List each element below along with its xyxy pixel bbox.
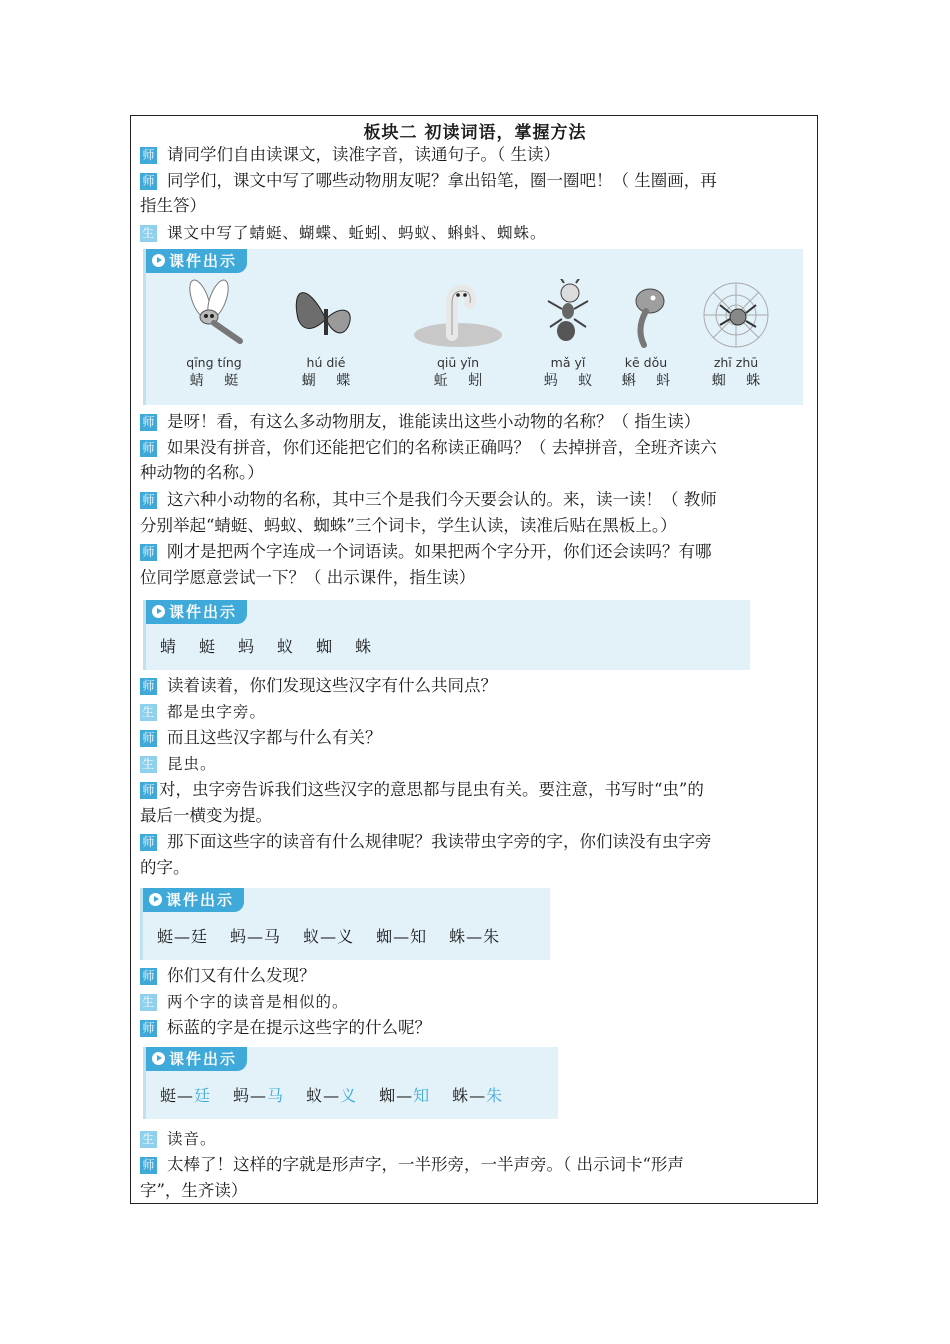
animal-card <box>276 279 376 390</box>
continuation-line: 指生答） <box>140 196 206 215</box>
pinyin-label: kē dǒu <box>624 355 668 370</box>
teacher-badge: 师 <box>140 834 157 851</box>
courseware-panel <box>140 888 550 960</box>
hanzi-label: 蜻 蜓 <box>189 373 247 389</box>
teacher-line: 师 读着读着，你们发现这些汉字有什么共同点？ <box>140 673 810 699</box>
teacher-line: 师 你们又有什么发现？ <box>140 963 810 989</box>
char: 蜘 <box>316 637 334 656</box>
hanzi-label: 蝴 蝶 <box>301 373 359 389</box>
char-pair: 蜓—廷 <box>160 1086 212 1105</box>
teacher-badge: 师 <box>140 730 157 747</box>
char-pair: 蚁—义 <box>303 927 355 946</box>
animal-card <box>686 279 786 390</box>
teacher-badge: 师 <box>140 544 157 561</box>
teacher-line: 师 那下面这些字的读音有什么规律呢？我读带虫字旁的字，你们读没有虫字旁 <box>140 829 810 855</box>
char-pair: 蚁—义 <box>306 1086 358 1105</box>
teacher-badge: 师 <box>140 968 157 985</box>
hanzi-label: 蜘 蛛 <box>711 373 769 389</box>
butterfly-icon <box>286 279 366 351</box>
teacher-badge: 师 <box>140 782 157 799</box>
animal-card <box>596 279 696 390</box>
play-icon <box>152 254 165 267</box>
animal-card <box>408 279 508 390</box>
teacher-line: 师 这六种小动物的名称，其中三个是我们今天要会认的。来，读一读！（ 教师 <box>140 487 810 513</box>
char: 蜓 <box>199 637 217 656</box>
teacher-badge: 师 <box>140 492 157 509</box>
student-badge: 生 <box>141 226 155 240</box>
courseware-panel <box>143 1047 558 1119</box>
continuation-line: 种动物的名称。） <box>140 463 264 482</box>
teacher-line: 师 是呀！看，有这么多动物朋友，谁能读出这些小动物的名称？（ 指生读） <box>140 409 810 435</box>
student-badge: 生 <box>141 1132 155 1146</box>
char-pair: 蛛—朱 <box>449 927 501 946</box>
teacher-line: 师 对，虫字旁告诉我们这些汉字的意思都与昆虫有关。要注意，书写时“虫”的 <box>140 777 810 803</box>
tadpole-icon <box>606 279 686 351</box>
continuation-line: 最后一横变为提。 <box>140 806 272 825</box>
courseware-tag: 课件出示 <box>146 1047 247 1071</box>
pinyin-label: mǎ yǐ <box>550 355 586 370</box>
sound-hint: 朱 <box>486 1086 504 1105</box>
hanzi-label: 蝌 蚪 <box>621 373 679 389</box>
char-pair: 蛛—朱 <box>452 1086 504 1105</box>
teacher-badge: 师 <box>140 678 157 695</box>
teacher-badge: 师 <box>140 1020 157 1037</box>
teacher-badge: 师 <box>140 1157 157 1174</box>
student-badge: 生 <box>141 757 155 771</box>
teacher-line: 师 太棒了！这样的字就是形声字，一半形旁，一半声旁。（ 出示词卡“形声 <box>140 1152 810 1178</box>
student-badge: 生 <box>141 995 155 1009</box>
char: 蚁 <box>277 637 295 656</box>
pair-row-highlighted <box>160 1083 525 1106</box>
char-pair: 蚂—马 <box>233 1086 285 1105</box>
pinyin-label: qiū yǐn <box>436 355 480 370</box>
teacher-line: 师 刚才是把两个字连成一个词语读。如果把两个字分开，你们还会读吗？有哪 <box>140 539 810 565</box>
pair-row <box>157 924 522 947</box>
courseware-panel <box>143 600 750 670</box>
teacher-line: 师 如果没有拼音，你们还能把它们的名称读正确吗？（ 去掉拼音，全班齐读六 <box>140 435 810 461</box>
char: 蜻 <box>160 637 178 656</box>
sound-hint: 义 <box>340 1086 358 1105</box>
continuation-line: 字”，生齐读） <box>140 1181 248 1200</box>
char: 蚂 <box>238 637 256 656</box>
student-line: 生 两个字的读音是相似的。 <box>141 993 349 1011</box>
hanzi-label: 蚂 蚁 <box>543 373 601 389</box>
pinyin-label: zhī zhū <box>713 355 759 370</box>
teacher-line: 师 请同学们自由读课文，读准字音，读通句子。（ 生读） <box>140 142 810 168</box>
student-line: 生 读音。 <box>141 1130 217 1148</box>
courseware-tag: 课件出示 <box>143 888 244 912</box>
sound-hint: 马 <box>267 1086 285 1105</box>
courseware-panel <box>143 249 803 405</box>
teacher-line: 师 标蓝的字是在提示这些字的什么呢？ <box>140 1015 810 1041</box>
earthworm-icon <box>408 279 508 351</box>
play-icon <box>149 893 162 906</box>
char-pair: 蜘—知 <box>376 927 428 946</box>
dragonfly-icon <box>174 279 254 351</box>
play-icon <box>152 605 165 618</box>
teacher-badge: 师 <box>140 173 157 190</box>
continuation-line: 位同学愿意尝试一下？（ 出示课件，指生读） <box>140 568 476 587</box>
courseware-tag: 课件出示 <box>146 249 247 273</box>
section-title: 板块二 初读词语，掌握方法 <box>363 123 587 143</box>
continuation-line: 的字。 <box>140 858 190 877</box>
teacher-badge: 师 <box>140 414 157 431</box>
teacher-line: 师 而且这些汉字都与什么有关？ <box>140 725 810 751</box>
char: 蛛 <box>355 637 373 656</box>
pinyin-label: hú dié <box>306 355 346 370</box>
play-icon <box>152 1052 165 1065</box>
char-pair: 蜓—廷 <box>157 927 209 946</box>
spider-icon <box>696 279 776 351</box>
sound-hint: 知 <box>413 1086 431 1105</box>
pinyin-label: qīng tíng <box>186 355 242 370</box>
hanzi-label: 蚯 蚓 <box>433 373 491 389</box>
teacher-badge: 师 <box>140 147 157 164</box>
char-pair: 蚂—马 <box>230 927 282 946</box>
student-badge: 生 <box>141 705 155 719</box>
courseware-tag: 课件出示 <box>146 600 247 624</box>
continuation-line: 分别举起“蜻蜓、蚂蚁、蜘蛛”三个词卡，学生认读，读准后贴在黑板上。） <box>140 516 677 535</box>
teacher-badge: 师 <box>140 440 157 457</box>
char-row <box>160 634 394 657</box>
student-line: 生 都是虫字旁。 <box>141 703 267 721</box>
animal-card <box>164 279 264 390</box>
student-line: 生 课文中写了蜻蜓、蝴蝶、蚯蚓、蚂蚁、蝌蚪、蜘蛛。 <box>141 224 547 242</box>
teacher-line: 师 同学们，课文中写了哪些动物朋友呢？拿出铅笔，圈一圈吧！（ 生圈画，再 <box>140 168 810 194</box>
sound-hint: 廷 <box>194 1086 212 1105</box>
char-pair: 蜘—知 <box>379 1086 431 1105</box>
student-line: 生 昆虫。 <box>141 755 217 773</box>
